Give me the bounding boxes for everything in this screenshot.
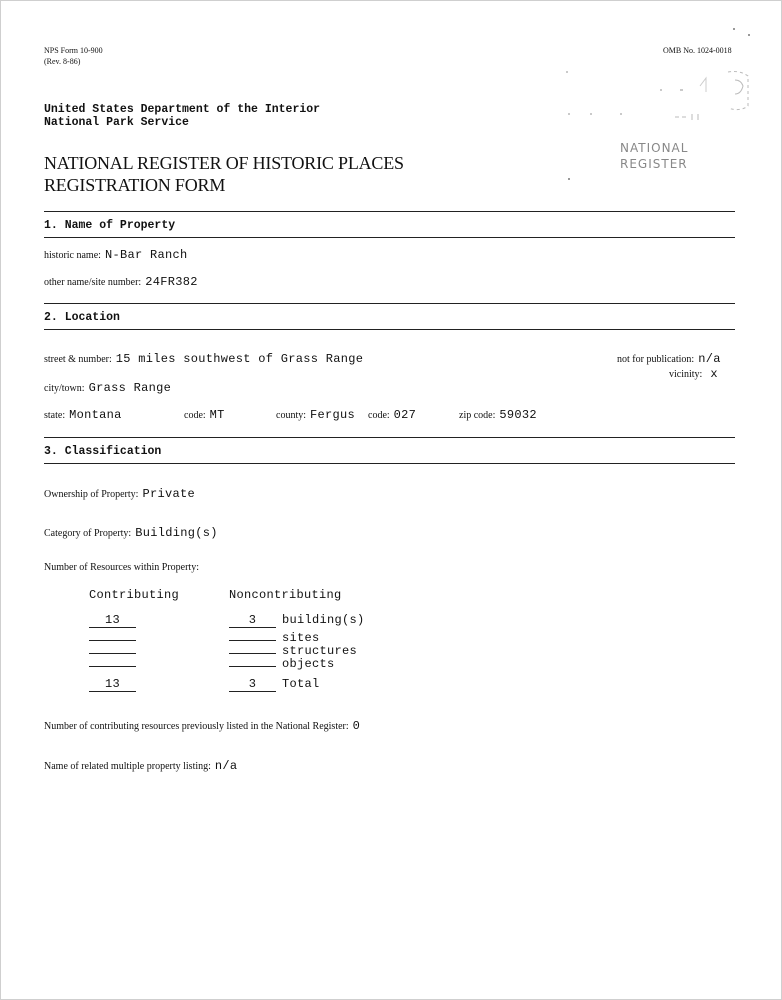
rule-section2-top: [44, 303, 735, 304]
previously-listed-label: Number of contributing resources previously listed in the National Register:: [44, 721, 349, 732]
state-code-value: MT: [209, 408, 225, 422]
stamp-line2: REGISTER: [620, 157, 688, 171]
rule-section1-bottom: [44, 237, 735, 238]
section1-heading: 1. Name of Property: [44, 219, 176, 232]
row-label-buildings: building(s): [282, 613, 365, 627]
resources-label: Number of Resources within Property:: [44, 562, 199, 573]
rule-section3-top: [44, 437, 735, 438]
previously-listed-field: [44, 716, 360, 734]
ownership-field: [44, 484, 195, 502]
vicinity-field: [669, 364, 718, 382]
state-code-field: [184, 405, 225, 423]
category-field: [44, 523, 218, 541]
omb-number: OMB No. 1024-0018: [663, 46, 732, 55]
col-noncontributing: Noncontributing: [229, 588, 342, 602]
not-for-publication-value: n/a: [698, 352, 721, 366]
table-row-total: [89, 677, 320, 692]
other-name-field: [44, 272, 198, 290]
street-label: street & number:: [44, 354, 112, 365]
form-title-line1: NATIONAL REGISTER OF HISTORIC PLACES: [44, 153, 404, 173]
state-value: Montana: [69, 408, 122, 422]
historic-name-label: historic name:: [44, 250, 101, 261]
zip-label: zip code:: [459, 410, 496, 421]
city-label: city/town:: [44, 383, 85, 394]
rule-section1-top: [44, 211, 735, 212]
table-row: [89, 652, 335, 671]
rule-section2-bottom: [44, 329, 735, 330]
stamp-line1: NATIONAL: [620, 141, 689, 155]
county-label: county:: [276, 410, 306, 421]
state-field: [44, 405, 122, 423]
state-code-label: code:: [184, 410, 206, 421]
row-label-objects: objects: [282, 657, 335, 671]
row-label-structures: structures: [282, 644, 358, 658]
city-value: Grass Range: [88, 381, 172, 395]
county-code-value: 027: [393, 408, 417, 422]
form-revision: (Rev. 8-86): [44, 57, 81, 66]
vicinity-label: vicinity:: [669, 369, 703, 380]
service-name: National Park Service: [44, 116, 189, 129]
form-number: NPS Form 10-900: [44, 46, 103, 55]
multiple-listing-value: n/a: [214, 759, 238, 773]
street-field: [44, 349, 363, 367]
contributing-objects: [89, 652, 136, 667]
county-value: Fergus: [310, 408, 356, 422]
vicinity-value: x: [710, 367, 718, 381]
multiple-listing-label: Name of related multiple property listing:: [44, 761, 211, 772]
form-title-line2: REGISTRATION FORM: [44, 175, 226, 195]
contributing-buildings: 13: [89, 613, 136, 628]
section3-heading: 3. Classification: [44, 445, 162, 458]
historic-name-field: [44, 245, 187, 263]
noncontributing-total: 3: [229, 677, 276, 692]
rule-section3-bottom: [44, 463, 735, 464]
not-for-publication-label: not for publication:: [617, 354, 695, 365]
row-label-sites: sites: [282, 631, 320, 645]
zip-field: [459, 405, 537, 423]
historic-name-value: N-Bar Ranch: [104, 248, 188, 262]
section2-heading: 2. Location: [44, 311, 120, 324]
county-code-label: code:: [368, 410, 390, 421]
county-code-field: [368, 405, 416, 423]
multiple-listing-field: [44, 756, 237, 774]
state-label: state:: [44, 410, 66, 421]
county-field: [276, 405, 355, 423]
row-label-total: Total: [282, 677, 320, 691]
noncontributing-buildings: 3: [229, 613, 276, 628]
city-field: [44, 378, 171, 396]
ownership-value: Private: [142, 487, 195, 501]
col-contributing: Contributing: [89, 588, 180, 602]
other-name-label: other name/site number:: [44, 277, 142, 288]
previously-listed-value: 0: [352, 719, 361, 733]
stamp-marks: [560, 62, 760, 142]
contributing-total: 13: [89, 677, 136, 692]
noncontributing-objects: [229, 652, 276, 667]
department-name: United States Department of the Interior: [44, 103, 321, 116]
street-value: 15 miles southwest of Grass Range: [115, 352, 364, 366]
zip-value: 59032: [499, 408, 537, 422]
other-name-value: 24FR382: [145, 275, 198, 289]
category-value: Building(s): [135, 526, 218, 540]
ownership-label: Ownership of Property:: [44, 489, 139, 500]
category-label: Category of Property:: [44, 528, 132, 539]
